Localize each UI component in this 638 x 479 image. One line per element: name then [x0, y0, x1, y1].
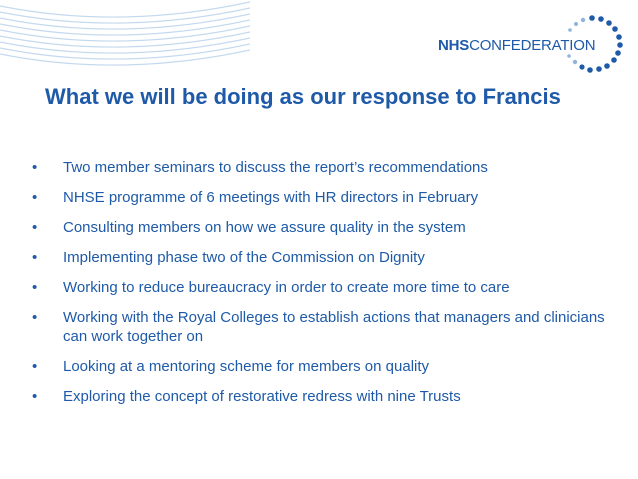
- bullet-text: Looking at a mentoring scheme for members on quality: [63, 358, 430, 375]
- bullet-text: Implementing phase two of the Commission on Dignity: [63, 249, 425, 266]
- bullet-text: Working to reduce bureaucracy in order to create more time to care: [63, 279, 510, 296]
- bullet-marker: •: [32, 159, 38, 176]
- bullet-marker: •: [32, 219, 38, 236]
- bullet-item: [32, 357, 612, 376]
- bullet-item: [32, 387, 612, 406]
- bullet-list: [32, 158, 612, 417]
- bullet-item: [32, 158, 612, 177]
- bullet-text: Working with the Royal Colleges to establish actions that managers and clinicians can work together on: [63, 309, 605, 345]
- corner-stripes-decoration: [0, 0, 250, 70]
- bullet-marker: •: [32, 189, 38, 206]
- bullet-item: [32, 248, 612, 267]
- slide-title: What we will be doing as our response to Francis: [45, 84, 561, 109]
- bullet-text: NHSE programme of 6 meetings with HR directors in February: [63, 189, 479, 206]
- bullet-marker: •: [32, 309, 38, 326]
- bullet-item: [32, 278, 612, 297]
- bullet-item: [32, 188, 612, 207]
- bullet-text: Two member seminars to discuss the report’s recommendations: [63, 159, 488, 176]
- bullet-marker: •: [32, 279, 38, 296]
- logo-dots-ring-icon: [556, 14, 628, 74]
- bullet-marker: •: [32, 249, 38, 266]
- logo-nhs-text: NHS: [438, 37, 470, 54]
- bullet-marker: •: [32, 358, 38, 375]
- nhs-confederation-logo: [438, 14, 628, 74]
- bullet-text: Consulting members on how we assure quality in the system: [63, 219, 466, 236]
- bullet-text: Exploring the concept of restorative redress with nine Trusts: [63, 388, 461, 405]
- bullet-item: [32, 308, 612, 346]
- bullet-marker: •: [32, 388, 38, 405]
- bullet-item: [32, 218, 612, 237]
- logo-confederation-text: CONFEDERATION: [469, 37, 596, 54]
